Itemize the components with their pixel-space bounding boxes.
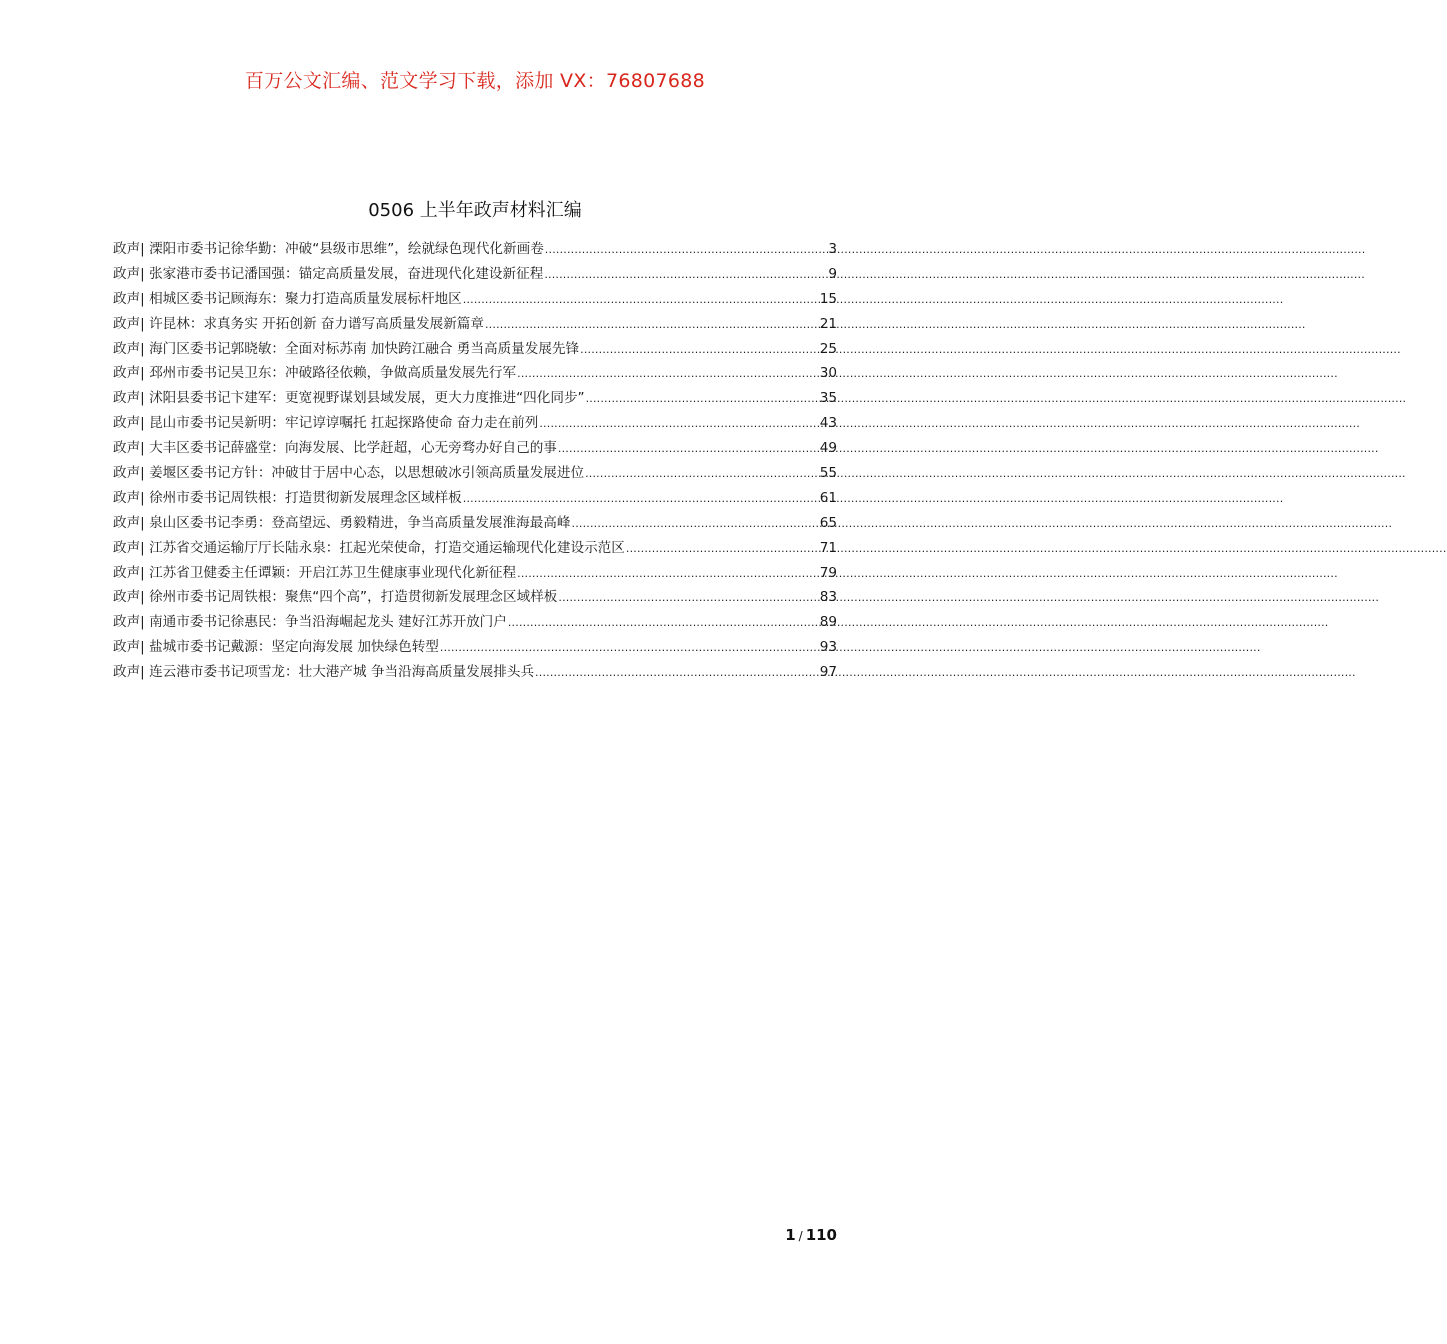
toc-entry-page: 25 xyxy=(819,340,837,357)
toc-entry-page: 65 xyxy=(819,514,837,531)
toc-entry[interactable] xyxy=(113,386,837,411)
toc-dot-leader xyxy=(539,411,818,437)
toc-dot-leader xyxy=(580,337,819,363)
toc-entry-title: 政声| 相城区委书记顾海东：聚力打造高质量发展标杆地区 xyxy=(113,290,462,307)
toc-entry-title: 政声| 溧阳市委书记徐华勤：冲破“县级市思维”，绘就绿色现代化新画卷 xyxy=(113,241,544,257)
toc-entry[interactable] xyxy=(113,436,837,461)
toc-entry-page: 89 xyxy=(819,614,837,631)
toc-entry-page: 93 xyxy=(819,639,837,656)
toc-entry-title: 政声| 张家港市委书记潘国强：锚定高质量发展，奋进现代化建设新征程 xyxy=(113,265,544,282)
toc-entry-page: 61 xyxy=(819,489,837,506)
toc-dot-leader xyxy=(586,386,819,412)
toc-entry[interactable] xyxy=(113,361,837,386)
toc-entry[interactable] xyxy=(113,660,837,685)
toc-entry-title: 政声| 许昆林：求真务实 开拓创新 奋力谱写高质量发展新篇章 xyxy=(113,315,484,332)
toc-entry-page: 71 xyxy=(819,539,837,556)
toc-entry-page: 35 xyxy=(819,390,837,407)
toc-entry-page: 55 xyxy=(819,465,837,482)
toc-entry-page: 21 xyxy=(819,315,837,332)
toc-entry[interactable] xyxy=(113,237,837,262)
toc-entry-page: 30 xyxy=(819,365,837,382)
toc-entry[interactable] xyxy=(113,536,837,561)
toc-dot-leader xyxy=(485,312,819,338)
toc-entry[interactable] xyxy=(113,337,837,362)
toc-dot-leader xyxy=(463,287,819,313)
toc-entry[interactable] xyxy=(113,585,837,610)
toc-entry[interactable] xyxy=(113,312,837,337)
toc-dot-leader xyxy=(440,635,819,661)
toc-entry-title: 政声| 大丰区委书记薛盛堂：向海发展、比学赶超，心无旁骛办好自己的事 xyxy=(113,440,557,457)
toc-entry-page: 49 xyxy=(819,440,837,457)
toc-entry[interactable] xyxy=(113,411,837,436)
toc-entry-page: 97 xyxy=(819,664,837,681)
toc-dot-leader xyxy=(585,461,819,487)
toc-entry-title: 政声| 连云港市委书记项雪龙：壮大港产城 争当沿海高质量发展排头兵 xyxy=(113,664,535,681)
toc-entry-page: 15 xyxy=(819,290,837,307)
toc-entry[interactable] xyxy=(113,262,837,287)
toc-dot-leader xyxy=(626,536,819,562)
header-banner: 百万公文汇编、范文学习下载，添加 VX：76807688 xyxy=(244,70,706,92)
toc-entry-title: 政声| 昆山市委书记吴新明：牢记谆谆嘱托 扛起探路使命 奋力走在前列 xyxy=(113,415,539,432)
page-number xyxy=(785,1226,837,1244)
toc-entry-title: 政声| 姜堰区委书记方针：冲破甘于居中心态，以思想破冰引领高质量发展进位 xyxy=(113,465,585,482)
toc-dot-leader xyxy=(572,511,819,537)
toc-entry-title: 政声| 江苏省交通运输厅厅长陆永泉：扛起光荣使命，打造交通运输现代化建设示范区 xyxy=(113,539,625,556)
toc-entry[interactable] xyxy=(113,461,837,486)
toc-dot-leader xyxy=(545,237,828,263)
toc-entry[interactable] xyxy=(113,561,837,586)
toc-entry[interactable] xyxy=(113,635,837,660)
toc-entry-title: 政声| 沭阳县委书记卞建军：更宽视野谋划县域发展，更大力度推进“四化同步” xyxy=(113,390,585,407)
toc-entry-page: 83 xyxy=(819,589,837,606)
toc-entry-title: 政声| 江苏省卫健委主任谭颖：开启江苏卫生健康事业现代化新征程 xyxy=(113,564,517,581)
toc-entry-page: 3 xyxy=(828,241,837,257)
current-page: 1 xyxy=(785,1226,796,1244)
toc-entry[interactable] xyxy=(113,287,837,312)
total-pages: 110 xyxy=(805,1226,837,1244)
toc-entry-title: 政声| 盐城市委书记戴源：坚定向海发展 加快绿色转型 xyxy=(113,639,439,656)
toc-dot-leader xyxy=(558,585,818,611)
toc-entry-title: 政声| 南通市委书记徐惠民：争当沿海崛起龙头 建好江苏开放门户 xyxy=(113,614,507,631)
toc-dot-leader xyxy=(517,361,819,387)
page-separator: / xyxy=(798,1229,803,1243)
toc-entry[interactable] xyxy=(113,486,837,511)
toc-entry-page: 9 xyxy=(828,265,837,282)
toc-dot-leader xyxy=(508,610,819,636)
toc-entry-title: 政声| 徐州市委书记周铁根：聚焦“四个高”，打造贯彻新发展理念区域样板 xyxy=(113,589,558,606)
toc-dot-leader xyxy=(517,561,819,587)
toc-entry-title: 政声| 海门区委书记郭晓敏：全面对标苏南 加快跨江融合 勇当高质量发展先锋 xyxy=(113,340,580,357)
toc-entry-title: 政声| 徐州市委书记周铁根：打造贯彻新发展理念区域样板 xyxy=(113,489,462,506)
toc-dot-leader xyxy=(463,486,819,512)
toc-entry-title: 政声| 邳州市委书记吴卫东：冲破路径依赖，争做高质量发展先行军 xyxy=(113,365,517,382)
document-title: 0506 上半年政声材料汇编 xyxy=(368,200,582,221)
toc-entry[interactable] xyxy=(113,610,837,635)
toc-entry[interactable] xyxy=(113,511,837,536)
toc-entry-page: 43 xyxy=(819,415,837,432)
toc-dot-leader xyxy=(535,660,819,686)
toc-entry-page: 79 xyxy=(819,564,837,581)
table-of-contents xyxy=(113,237,837,685)
toc-dot-leader xyxy=(544,262,827,288)
toc-entry-title: 政声| 泉山区委书记李勇：登高望远、勇毅精进，争当高质量发展淮海最高峰 xyxy=(113,514,571,531)
toc-dot-leader xyxy=(558,436,819,462)
